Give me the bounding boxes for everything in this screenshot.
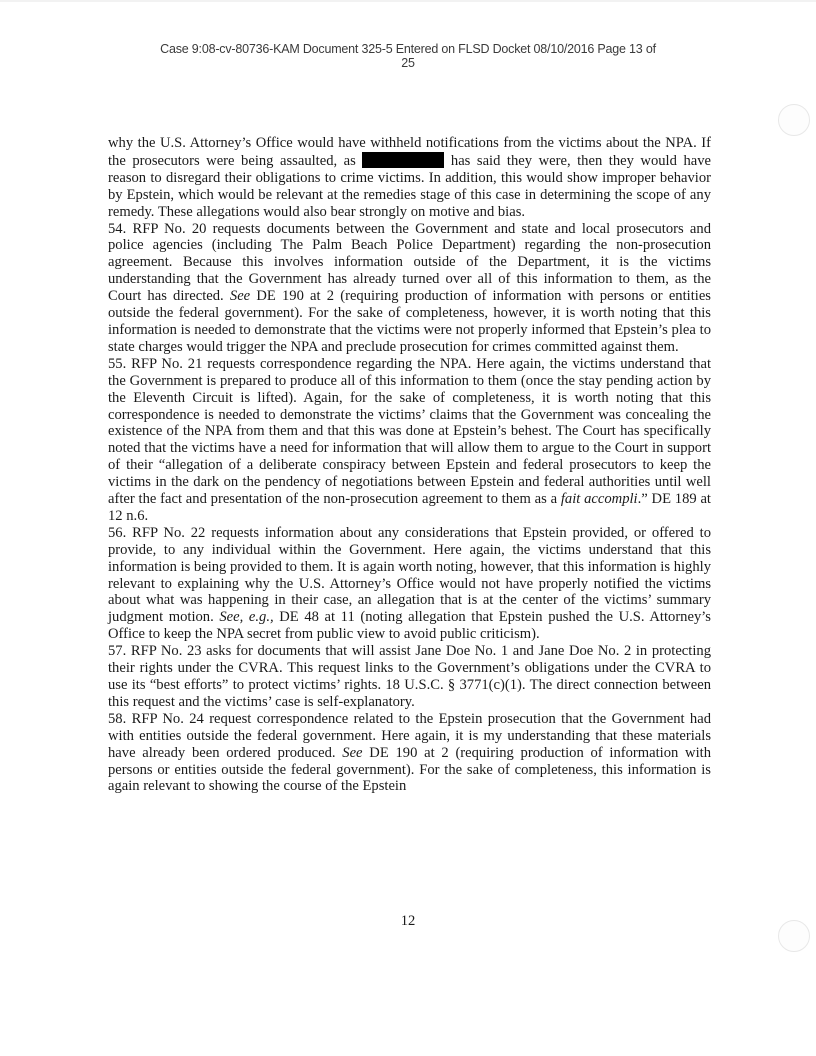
paragraph-58 [108, 711, 711, 796]
paragraph-text: 58. RFP No. 24 request correspondence related to the Epstein prosecution that the Government had with entities outside the federal government. Here again, it is my understanding that these materials have already been ordered produced. [108, 710, 711, 761]
paragraph-text: 56. RFP No. 22 requests information about any considerations that Epstein provided, or offered to provide, to any individual within the Government. Here again, the victims understand that this information is being provided to them. It is again worth noting, however, that this information is highly relevant to explaining why the U.S. Attorney’s Office would not have properly notified the victims about what was happening in their case, an allegation that is at the center of the victims’ summary judgment motion. [108, 524, 711, 626]
citation-signal: See, e.g., [219, 609, 274, 626]
case-header-line2: 25 [401, 56, 415, 70]
paragraph-55 [108, 356, 711, 525]
redaction-box [362, 152, 444, 168]
paragraph-text: why the U.S. Attorney’s Office would have withheld notifications from the victims about the NPA. If the prosecutors were being assaulted, as [108, 135, 711, 169]
paragraph-text: 55. RFP No. 21 requests correspondence regarding the NPA. Here again, the victims understand that the Government is prepared to produce all of this information to them (once the stay pending action by the Eleventh Circuit is lifted). Again, for the sake of completeness, it is worth noting that this correspondence is needed to demonstrate the victims’ claims that the Government was concealing the existence of the NPA from them and that this was done at Epstein’s behest. The Court has specifically noted that the victims have a need for information that will allow them to argue to the Court in support of their “allegation of a deliberate conspiracy between Epstein and federal prosecutors to keep the victims in the dark on the pendency of negotiations between Epstein and federal authorities until well after the fact and presentation of the non-prosecution agreement to them as a [108, 355, 711, 508]
paragraph-54 [108, 221, 711, 356]
paragraph-text: .” DE 189 at 12 n.6. [108, 491, 711, 524]
punch-hole-bottom [778, 920, 810, 952]
italic-phrase: fait accompli [560, 491, 638, 508]
case-header-line1 [0, 42, 816, 56]
paragraph-57: 57. RFP No. 23 asks for documents that will assist Jane Doe No. 1 and Jane Doe No. 2 in protecting their rights under the CVRA. This request links to the Government’s obligations under the CVRA to use its “best efforts” to protect victims’ rights. 18 U.S.C. § 3771(c)(1). The direct connection between this request and the victims’ case is self-explanatory. [108, 643, 711, 710]
paragraph-text: DE 48 at 11 (noting allegation that Epstein pushed the U.S. Attorney’s Office to keep the NPA secret from public view to avoid public criticism). [108, 609, 711, 643]
punch-hole-top [778, 104, 810, 136]
citation-signal: See [229, 288, 251, 305]
case-header-text: Case 9:08-cv-80736-KAM Document 325-5 Entered on FLSD Docket 08/10/2016 Page 13 of [160, 42, 656, 56]
citation-signal: See [342, 744, 363, 761]
case-header [0, 42, 816, 70]
paragraph-text: 54. RFP No. 20 requests documents between the Government and state and local prosecutors and police agencies (including The Palm Beach Police Department) regarding the non-prosecution agreement. Because this involves information outside of the Department, it is the victims understanding that the Government has already turned over all of this information to them, as the Court has directed. [108, 220, 711, 305]
paragraph-56 [108, 525, 711, 643]
paragraph-text: DE 190 at 2 (requiring production of information with persons or entities outside the federal government). For the sake of completeness, this information is again relevant to showing the course of the Epstein [108, 744, 711, 795]
paragraph-continuation [108, 135, 711, 221]
document-body [108, 135, 711, 795]
scan-edge [0, 0, 816, 2]
paragraph-text: has said they were, then they would have reason to disregard their obligations to crime victims. In addition, this would show improper behavior by Epstein, which would be relevant at the remedies stage of this case in determining the scope of any remedy. These allegations would also bear strongly on motive and bias. [108, 152, 711, 220]
paragraph-text: DE 190 at 2 (requiring production of information with persons or entities outside the federal government). For the sake of completeness, however, it is worth noting that this information is needed to demonstrate that the victims were not properly informed that Epstein’s plea to state charges would trigger the NPA and preclude prosecution for crimes committed against them. [108, 288, 711, 355]
page-number: 12 [400, 913, 416, 929]
